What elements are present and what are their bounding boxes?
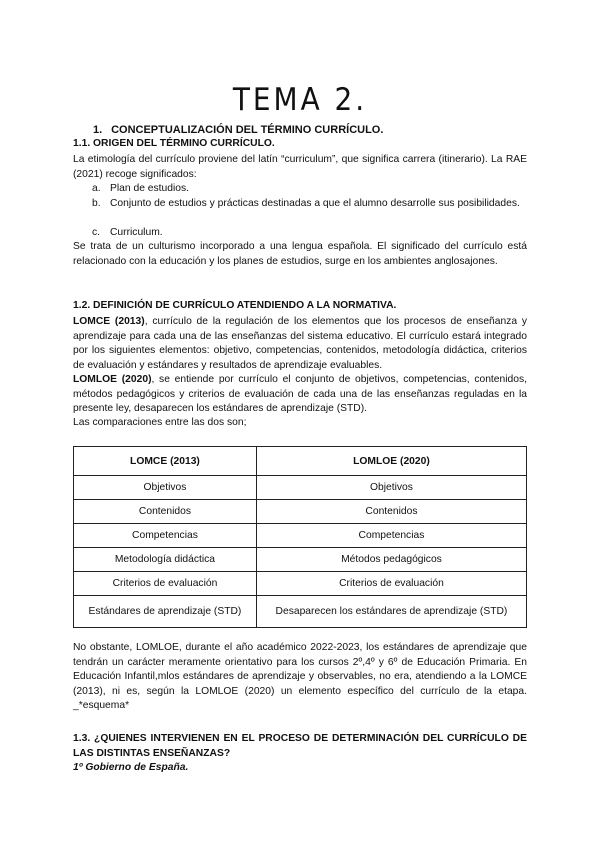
section-1-1-closing: Se trata de un culturismo incorporado a una lengua española. El significado del currículo está relacionado con la educación y los planes de estudios, surge en los ambientes anglosajones.	[73, 241, 527, 267]
section-1-2-heading: 1.2. DEFINICIÓN DE CURRÍCULO ATENDIENDO A LA NORMATIVA.	[73, 300, 397, 311]
lomce-text: , currículo de la regulación de los elementos que los procesos de enseñanza y aprendizaje para cada una de las enseñanzas del sistema educativo. El currículo estará integrado por los siguientes elementos: objetivo, competencias, contenidos, metodología didáctica, criterios de evaluación y estándares y resultados de aprendizaje evaluables.	[73, 316, 527, 371]
section-1-title: CONCEPTUALIZACIÓN DEL TÉRMINO CURRÍCULO.	[111, 124, 384, 136]
lomloe-paragraph	[73, 373, 527, 417]
page-title: TEMA 2.	[232, 82, 368, 118]
table-row	[74, 524, 527, 548]
table-row	[74, 572, 527, 596]
lomloe-text: , se entiende por currículo el conjunto de objetivos, competencias, contenidos, métodos pedagógicos y criterios de evaluación de cada una de las enseñanzas reguladas en la presente ley, desaparecen los estándares de aprendizaje (STD).	[73, 374, 527, 414]
table-cell: Competencias	[256, 524, 526, 548]
section-1-1-heading: 1.1. ORIGEN DEL TÉRMINO CURRÍCULO.	[73, 138, 275, 149]
table-row	[74, 500, 527, 524]
list-item	[92, 226, 527, 241]
table-row	[74, 596, 527, 628]
table-cell: Contenidos	[256, 500, 526, 524]
table-cell: Objetivos	[74, 476, 257, 500]
table-cell: Criterios de evaluación	[256, 572, 526, 596]
lomce-paragraph	[73, 315, 527, 373]
list-item	[92, 197, 527, 212]
table-cell: Métodos pedagógicos	[256, 548, 526, 572]
list-text: Curriculum.	[110, 227, 163, 238]
list-text: Plan de estudios.	[110, 183, 189, 194]
table-cell: Desaparecen los estándares de aprendizaje (STD)	[256, 596, 526, 628]
list-marker: b.	[92, 198, 101, 209]
section-1-1-intro: La etimología del currículo proviene del latín “curriculum”, que significa carrera (itinerario). La RAE (2021) recoge significados:	[73, 154, 527, 180]
table-cell: Competencias	[74, 524, 257, 548]
table-cell: Criterios de evaluación	[74, 572, 257, 596]
section-1-3-subheading: 1º Gobierno de España.	[73, 762, 189, 773]
table-header-lomce: LOMCE (2013)	[74, 447, 257, 476]
table-cell: Metodología didáctica	[74, 548, 257, 572]
section-1-heading	[93, 124, 383, 136]
comparison-table	[73, 446, 527, 628]
section-1-3-heading: 1.3. ¿QUIENES INTERVIENEN EN EL PROCESO DE DETERMINACIÓN DEL CURRÍCULO DE LAS DISTINTAS ENSEÑANZAS?	[73, 733, 527, 759]
list-text: Conjunto de estudios y prácticas destinadas a que el alumno desarrolle sus posibilidades.	[110, 198, 520, 209]
table-header-lomloe: LOMLOE (2020)	[256, 447, 526, 476]
table-header-row	[74, 447, 527, 476]
list-marker: a.	[92, 183, 101, 194]
table-cell: Contenidos	[74, 500, 257, 524]
after-table-paragraph: No obstante, LOMLOE, durante el año académico 2022-2023, los estándares de aprendizaje que tendrán un carácter meramente orientativo para los cursos 2º,4º y 6º de Educación Primaria. En Educación Infantil,mlos estándares de aprendizaje y observables, no era, atendiendo a la LOMCE (2013), ni es, según la LOMLOE (2020) un elemento específico del currículo de la etapa. _*esquema*	[73, 642, 527, 711]
lomce-label: LOMCE (2013)	[73, 316, 145, 327]
list-marker: c.	[92, 227, 101, 238]
lomloe-label: LOMLOE (2020)	[73, 374, 152, 385]
table-cell: Estándares de aprendizaje (STD)	[74, 596, 257, 628]
list-item	[92, 182, 527, 197]
table-row	[74, 548, 527, 572]
comparison-intro: Las comparaciones entre las dos son;	[73, 417, 247, 428]
table-cell: Objetivos	[256, 476, 526, 500]
section-1-number: 1.	[93, 124, 103, 136]
table-row	[74, 476, 527, 500]
